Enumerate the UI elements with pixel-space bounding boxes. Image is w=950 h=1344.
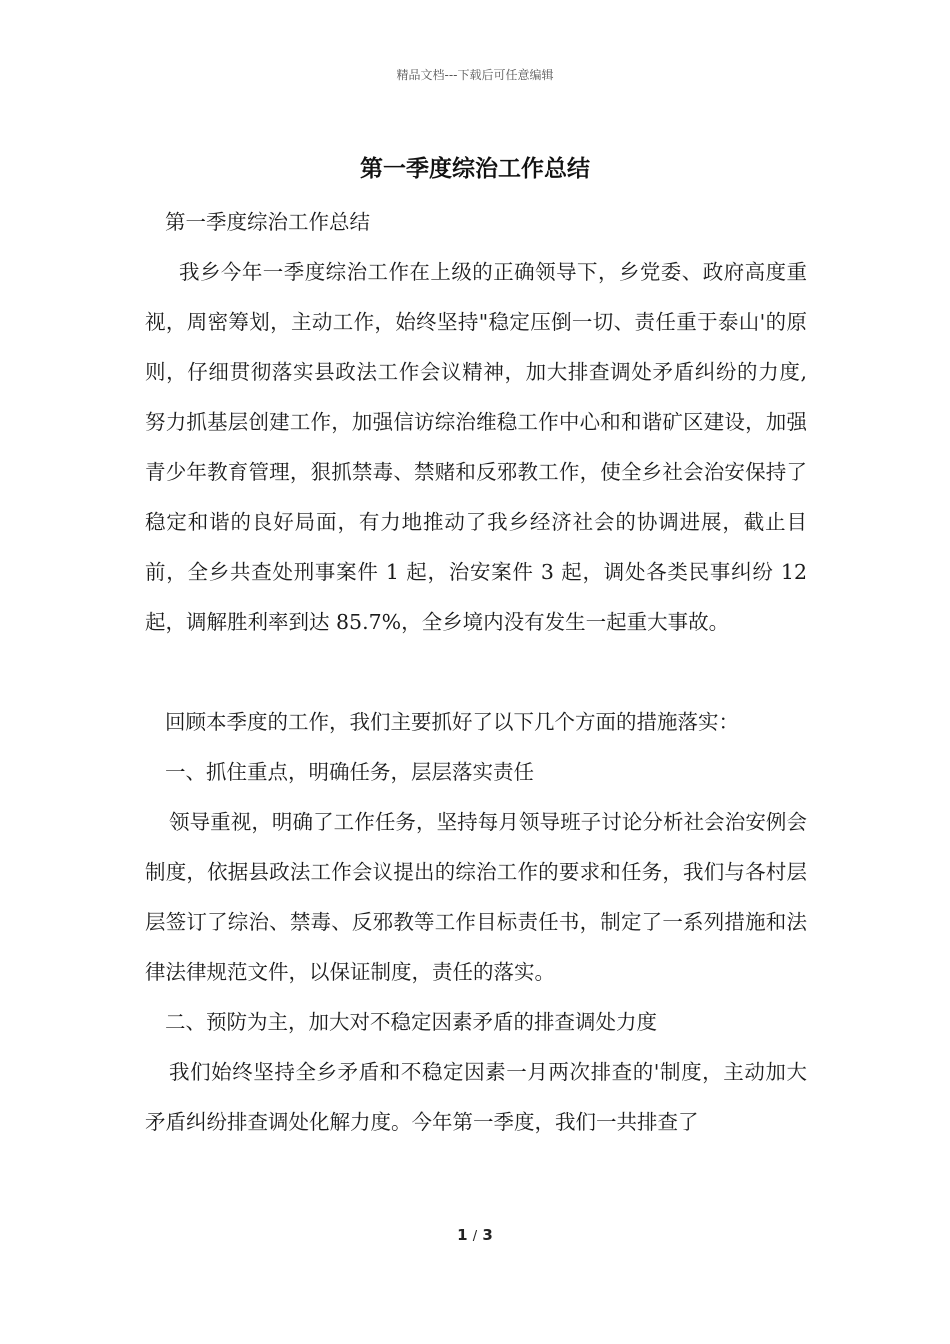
document-title: 第一季度综治工作总结 bbox=[360, 155, 590, 182]
page-number bbox=[0, 1226, 950, 1244]
paragraph-intro: 回顾本季度的工作，我们主要抓好了以下几个方面的措施落实： bbox=[165, 710, 739, 734]
total-pages-number: 3 bbox=[482, 1226, 493, 1244]
current-page-number: 1 bbox=[457, 1226, 468, 1244]
document-subtitle: 第一季度综治工作总结 bbox=[165, 210, 370, 234]
document-body bbox=[145, 197, 807, 1147]
paragraph-gap bbox=[145, 647, 807, 697]
paragraph-summary: 我乡今年一季度综治工作在上级的正确领导下，乡党委、政府高度重视，周密筹划，主动工作，始终坚持"稳定压倒一切、责任重于泰山'的原则，仔细贯彻落实县政法工作会议精神，加大排查调处矛盾纠纷的力度,努力抓基层创建工作，加强信访综治维稳工作中心和和谐矿区建设，加强青少年教育管理，狠抓禁毒、禁赌和反邪教工作，使全乡社会治安保持了稳定和谐的良好局面，有力地推动了我乡经济社会的协调进展，截止目前，全乡共查处刑事案件 1 起，治安案件 3 起，调处各类民事纠纷 12 起，调解胜利率到达 85.7%，全乡境内没有发生一起重大事故。 bbox=[145, 260, 807, 634]
header-note: 精品文档---下载后可任意编辑 bbox=[396, 68, 554, 82]
section-1-heading: 一、抓住重点，明确任务，层层落实责任 bbox=[165, 760, 534, 784]
section-1-body: 领导重视，明确了工作任务，坚持每月领导班子讨论分析社会治安例会制度，依据县政法工作会议提出的综治工作的要求和任务，我们与各村层层签订了综治、禁毒、反邪教等工作目标责任书，制定了一系列措施和法律法律规范文件，以保证制度，责任的落实。 bbox=[145, 810, 807, 984]
section-2-body: 我们始终坚持全乡矛盾和不稳定因素一月两次排查的'制度，主动加大矛盾纠纷排查调处化解力度。今年第一季度，我们一共排查了 bbox=[145, 1060, 807, 1134]
page-separator: / bbox=[472, 1229, 478, 1244]
section-2-heading: 二、预防为主，加大对不稳定因素矛盾的排查调处力度 bbox=[165, 1010, 657, 1034]
